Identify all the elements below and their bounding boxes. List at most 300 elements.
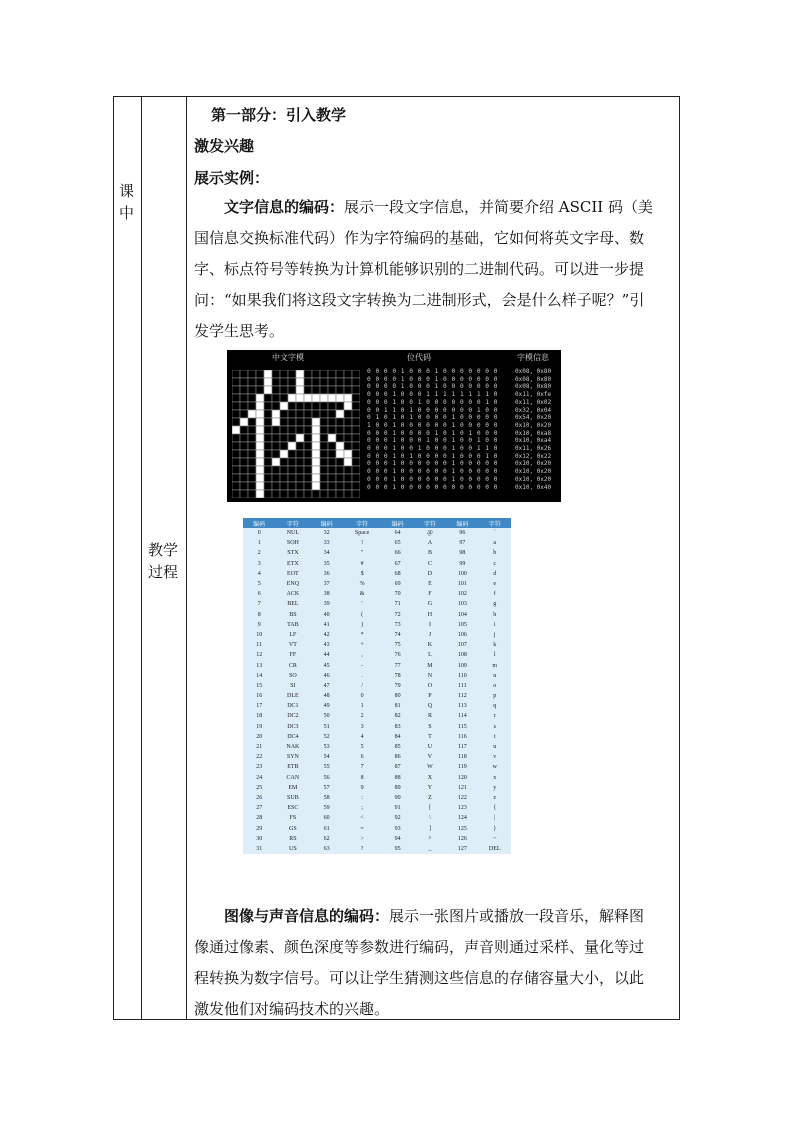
ascii-cell: L: [428, 652, 432, 659]
ascii-cell: ': [361, 601, 363, 608]
ascii-cell: !: [361, 540, 364, 547]
glyph-pixel: [336, 378, 344, 386]
ascii-cell: n: [493, 672, 497, 679]
ascii-cell: 17: [256, 703, 263, 710]
ascii-cell: 12: [256, 652, 263, 659]
ascii-cell: 18: [256, 713, 263, 720]
ascii-cell: 104: [457, 611, 467, 618]
ascii-cell: ,: [361, 652, 363, 659]
ascii-cell: _: [428, 845, 432, 852]
glyph-pixel: [232, 402, 240, 410]
glyph-pixel: [288, 370, 296, 378]
glyph-pixel: [328, 450, 336, 458]
subtitle-examples: 展示实例：: [194, 169, 270, 187]
ascii-cell: 127: [457, 845, 467, 852]
paragraph-line: 字、标点符号等转换为计算机能够识别的二进制代码。可以进一步提: [194, 260, 645, 278]
glyph-pixel: [240, 402, 248, 410]
ascii-cell: h: [493, 611, 497, 618]
glyph-pixel: [328, 410, 336, 418]
glyph-pixel: [280, 474, 288, 482]
glyph-pixel: [344, 410, 352, 418]
bitcode-matrix: 0 0 0 0 1 0 0 0 1 0 0 0 0 0 0 0 0 0 0 0 1 0 0 0 1 0 0 0 0 0 0 0 0 0 0 0 1 0 0 0 1 0 0 0 0 0 0 0 0 0 0 1 0 0 0 1 1 1 1 1 1 1 1 0 0 0 0 1 0 0 1 0 0 0 0 0 0 0 1 0 0 0 1 1 0 1 0 0 0 0 0 0 0 1 0 0 0 1 0 1 0 1 0 0 0 0 1 0 0 0 0 0 1 0 0 1 0 0 0 0 0 0 1 0 0 0 0 0 0 0 0 1 0 0 0 0 1 0 1 0 1 0 0 0 0 0 0 1 0 0 0 1 0 0 1 0 0 1 0 0 0 0 0 1 0 0 1 0 0 0 1 0 0 1 1 0 0 0 0 1 0 1 0 0 0 0 1 0 0 0 1 0 0 0 0 1 0 0 0 0 0 0 1 0 0 0 0 0 0 0 0 1 0 0 0 0 0 0 1 0 0 0 0 0 0 0 0 1 0 0 0 0 0 0 1 0 0 0 0 0 0 0 0 1 0 0 0 0 0 0 0 0 0 0 0 0: [367, 368, 498, 491]
glyph-pixel: [312, 402, 320, 410]
glyph-pixel: [288, 490, 296, 498]
ascii-cell: 47: [323, 682, 330, 689]
ascii-cell: 125: [457, 825, 467, 832]
ascii-cell: EOT: [287, 570, 299, 577]
glyph-pixel: [312, 450, 320, 458]
ascii-cell: x: [493, 774, 497, 781]
glyph-pixel: [240, 490, 248, 498]
ascii-header-cell: 编码: [381, 518, 413, 528]
ascii-cell: 81: [394, 703, 401, 710]
glyph-pixel: [328, 434, 336, 442]
glyph-pixel: [264, 482, 272, 490]
glyph-pixel: [352, 418, 360, 426]
ascii-cell: a: [493, 540, 497, 547]
glyph-pixel: [336, 426, 344, 434]
ascii-cell: 58: [323, 794, 330, 801]
glyph-pixel: [312, 458, 320, 466]
glyph-header: 中文字模: [272, 353, 304, 362]
glyph-pixel: [264, 378, 272, 386]
glyph-pixel: [280, 442, 288, 450]
ascii-row: [243, 559, 511, 569]
glyph-pixel: [320, 442, 328, 450]
glyph-pixel: [352, 482, 360, 490]
glyph-pixel: [328, 402, 336, 410]
text-encoding-paragraph: [194, 192, 680, 347]
glyph-pixel: [240, 474, 248, 482]
ascii-cell: |: [494, 815, 496, 822]
ascii-cell: ;: [361, 805, 363, 812]
glyph-pixel: [344, 490, 352, 498]
glyph-pixel: [352, 378, 360, 386]
ascii-cell: 15: [256, 682, 263, 689]
glyph-pixel: [336, 418, 344, 426]
ascii-cell: 25: [256, 784, 263, 791]
process-label-line-2: 过程: [148, 563, 179, 581]
ascii-cell: N: [427, 672, 433, 679]
glyph-pixel: [352, 458, 360, 466]
glyph-pixel: [336, 370, 344, 378]
ascii-cell: 0: [360, 693, 364, 700]
ascii-cell: 14: [256, 672, 263, 679]
ascii-cell: SYN: [286, 754, 299, 761]
glyph-pixel: [232, 482, 240, 490]
glyph-pixel: [232, 466, 240, 474]
ascii-cell: q: [493, 703, 497, 710]
glyph-pixel: [280, 386, 288, 394]
ascii-cell: 22: [256, 754, 263, 761]
glyph-pixel: [272, 410, 280, 418]
glyph-pixel: [312, 410, 320, 418]
ascii-cell: 64: [394, 530, 401, 537]
glyph-pixel: [344, 482, 352, 490]
ascii-cell: T: [428, 733, 432, 740]
ascii-cell: 101: [457, 581, 467, 588]
glyph-pixel: [240, 410, 248, 418]
ascii-cell: p: [493, 693, 497, 700]
glyph-pixel: [280, 450, 288, 458]
glyph-pixel: [336, 490, 344, 498]
ascii-cell: 61: [323, 825, 330, 832]
ascii-cell: 34: [323, 550, 330, 557]
ascii-cell: [: [428, 805, 431, 812]
ascii-cell: 4: [257, 570, 261, 577]
ascii-cell: 8: [257, 611, 261, 618]
image-sound-heading: 图像与声音信息的编码：: [224, 907, 390, 925]
ascii-row: [243, 823, 511, 833]
ascii-cell: 3: [257, 560, 261, 567]
ascii-row: [243, 752, 511, 762]
ascii-cell: 83: [394, 723, 401, 730]
glyph-pixel: [312, 442, 320, 450]
glyph-pixel: [288, 442, 296, 450]
glyph-pixel: [280, 426, 288, 434]
ascii-cell: 50: [323, 713, 330, 720]
ascii-cell: r: [493, 713, 496, 720]
glyph-pixel: [264, 474, 272, 482]
glyph-pixel: [248, 410, 256, 418]
ascii-cell: Z: [428, 794, 432, 801]
glyph-pixel: [288, 458, 296, 466]
ascii-cell: DC4: [287, 733, 299, 740]
glyph-pixel: [312, 386, 320, 394]
ascii-cell: SO: [289, 672, 297, 679]
ascii-cell: s: [493, 723, 496, 730]
glyph-pixel: [264, 450, 272, 458]
glyph-pixel: [288, 426, 296, 434]
glyph-pixel: [344, 402, 352, 410]
bitcode-header: 位代码: [407, 353, 431, 362]
ascii-cell: 69: [394, 581, 401, 588]
ascii-cell: v: [493, 754, 497, 761]
ascii-cell: 45: [323, 662, 330, 669]
phase-label-char-1: 课: [119, 182, 135, 200]
ascii-cell: DLE: [287, 693, 299, 700]
process-label-line-1: 教学: [148, 541, 179, 559]
glyph-pixel: [304, 442, 312, 450]
glyph-pixel: [232, 378, 240, 386]
ascii-cell: 96: [459, 530, 466, 537]
ascii-cell: 29: [256, 825, 263, 832]
glyph-pixel: [296, 394, 304, 402]
glyph-pixel: [336, 442, 344, 450]
ascii-cell: NUL: [286, 530, 300, 537]
ascii-cell: <: [360, 815, 364, 822]
glyph-pixel: [312, 426, 320, 434]
glyph-pixel: [256, 378, 264, 386]
glyph-pixel: [240, 378, 248, 386]
ascii-cell: 80: [394, 693, 401, 700]
ascii-cell: 89: [394, 784, 401, 791]
ascii-cell: 51: [323, 723, 330, 730]
ascii-cell: 97: [459, 540, 466, 547]
ascii-cell: ETB: [287, 764, 299, 771]
glyph-pixel: [304, 434, 312, 442]
ascii-cell: 56: [323, 774, 330, 781]
glyph-pixel: [272, 386, 280, 394]
glyph-pixel: [272, 450, 280, 458]
ascii-row: [243, 722, 511, 732]
glyph-pixel: [288, 418, 296, 426]
ascii-cell: 39: [323, 601, 330, 608]
ascii-cell: 1: [257, 540, 261, 547]
glyph-pixel: [280, 458, 288, 466]
glyph-pixel: [328, 370, 336, 378]
ascii-row: [243, 630, 511, 640]
phase-label-char-2: 中: [119, 204, 135, 222]
glyph-pixel: [328, 426, 336, 434]
ascii-cell: .: [361, 672, 363, 679]
ascii-cell: 119: [457, 764, 467, 771]
glyph-pixel: [256, 474, 264, 482]
ascii-cell: *: [360, 631, 364, 638]
ascii-cell: 5: [257, 581, 261, 588]
glyph-pixel: [344, 394, 352, 402]
ascii-row: [243, 538, 511, 548]
ascii-cell: 82: [394, 713, 401, 720]
ascii-cell: 55: [323, 764, 330, 771]
ascii-cell: 85: [394, 744, 401, 751]
lesson-table: [113, 96, 680, 1020]
glyph-pixel: [344, 378, 352, 386]
ascii-row: [243, 691, 511, 701]
glyph-pixel: [336, 474, 344, 482]
ascii-cell: 67: [394, 560, 401, 567]
ascii-cell: 49: [323, 703, 330, 710]
glyph-pixel: [272, 426, 280, 434]
ascii-cell: 87: [394, 764, 401, 771]
glyph-pixel: [344, 386, 352, 394]
glyph-pixel: [248, 386, 256, 394]
glyph-pixel: [328, 474, 336, 482]
ascii-row: [243, 548, 511, 558]
glyph-pixel: [328, 394, 336, 402]
ascii-cell: 66: [394, 550, 401, 557]
ascii-cell: \: [429, 815, 431, 822]
ascii-cell: 102: [457, 591, 467, 598]
ascii-cell: 46: [323, 672, 330, 679]
ascii-cell: 90: [394, 794, 401, 801]
ascii-cell: DEL: [488, 845, 501, 852]
ascii-cell: DC1: [287, 703, 299, 710]
glyph-pixel: [296, 474, 304, 482]
ascii-cell: 10: [256, 631, 263, 638]
ascii-row: [243, 599, 511, 609]
ascii-header-cell: 编码: [243, 518, 275, 528]
glyph-pixel: [288, 434, 296, 442]
glyph-pixel: [256, 418, 264, 426]
ascii-cell: 16: [256, 693, 263, 700]
paragraph-line: 国信息交换标准代码）作为字符编码的基础，它如何将英文字母、数: [194, 229, 645, 247]
ascii-cell: 114: [457, 713, 467, 720]
glyph-pixel: [280, 434, 288, 442]
ascii-cell: 33: [323, 540, 330, 547]
glyph-pixel: [280, 410, 288, 418]
glyph-pixel: [272, 378, 280, 386]
glyph-pixel: [248, 426, 256, 434]
glyph-pixel: [328, 482, 336, 490]
ascii-cell: ENQ: [286, 581, 300, 588]
ascii-cell: 120: [457, 774, 467, 781]
glyph-hex-values: 0x08, 0x80 0x08, 0x80 0x08, 0x80 0x11, 0xfe 0x11, 0x02 0x32, 0x04 0x54, 0x20 0x10, 0x20 0x10, 0xa8 0x10, 0xa4 0x11, 0x26 0x12, 0x22 0x10, 0x20 0x10, 0x20 0x10, 0x20 0x10, 0x40: [515, 368, 552, 491]
glyph-pixel: [272, 458, 280, 466]
ascii-cell: 57: [323, 784, 330, 791]
glyph-pixel: [256, 386, 264, 394]
ascii-cell: 36: [323, 570, 330, 577]
ascii-cell: 7: [360, 764, 364, 771]
ascii-cell: 38: [323, 591, 330, 598]
subtitle-interest: 激发兴趣: [194, 137, 255, 155]
glyph-pixel: [320, 418, 328, 426]
glyph-pixel: [272, 466, 280, 474]
glyph-pixel: [280, 418, 288, 426]
glyph-pixel: [280, 402, 288, 410]
ascii-row: [243, 579, 511, 589]
ascii-cell: RS: [289, 835, 297, 842]
ascii-cell: >: [360, 835, 364, 842]
glyph-pixel: [264, 386, 272, 394]
ascii-row: [243, 803, 511, 813]
ascii-cell: e: [493, 581, 497, 588]
glyph-pixel: [288, 450, 296, 458]
ascii-cell: 26: [256, 794, 263, 801]
chinese-glyph-bitmap-figure: [227, 350, 561, 502]
glyph-pixel: [336, 434, 344, 442]
ascii-cell: b: [493, 550, 497, 557]
glyph-pixel: [312, 466, 320, 474]
ascii-cell: GS: [289, 825, 297, 832]
ascii-cell: SOH: [286, 540, 299, 547]
ascii-cell: W: [427, 764, 433, 771]
ascii-cell: DC3: [287, 723, 299, 730]
glyph-pixel: [352, 474, 360, 482]
glyph-pixel: [288, 410, 296, 418]
glyph-pixel: [280, 370, 288, 378]
glyph-pixel: [264, 370, 272, 378]
ascii-cell: d: [493, 570, 497, 577]
glyph-pixel: [280, 378, 288, 386]
ascii-cell: K: [427, 642, 433, 649]
glyph-pixel: [264, 402, 272, 410]
ascii-cell: FS: [289, 815, 297, 822]
glyph-pixel: [336, 386, 344, 394]
ascii-cell: 78: [394, 672, 401, 679]
ascii-cell: %: [359, 581, 365, 588]
ascii-cell: =: [360, 825, 364, 832]
glyph-pixel: [272, 482, 280, 490]
ascii-cell: 44: [323, 652, 330, 659]
ascii-cell: 20: [256, 733, 263, 740]
ascii-cell: t: [493, 733, 496, 740]
ascii-cell: 92: [394, 815, 401, 822]
glyph-pixel: [344, 434, 352, 442]
glyph-pixel: [288, 402, 296, 410]
glyph-pixel: [344, 370, 352, 378]
glyph-pixel: [264, 458, 272, 466]
ascii-cell: US: [289, 845, 297, 852]
paragraph-line: 展示一段文字信息，并简要介绍 ASCII 码（美: [344, 198, 653, 216]
glyph-pixel: [232, 434, 240, 442]
glyph-pixel: [240, 426, 248, 434]
glyph-pixel: [296, 402, 304, 410]
ascii-cell: J: [428, 631, 432, 638]
ascii-cell: 6: [257, 591, 261, 598]
glyph-pixel: [352, 442, 360, 450]
glyph-pixel: [240, 458, 248, 466]
glyph-pixel: [352, 450, 360, 458]
glyph-pixel: [336, 458, 344, 466]
glyph-pixel: [280, 394, 288, 402]
ascii-cell: z: [493, 794, 497, 801]
glyph-pixel: [336, 410, 344, 418]
ascii-header-cell: 编码: [446, 518, 478, 528]
glyph-pixel: [256, 482, 264, 490]
ascii-cell: 77: [394, 662, 401, 669]
glyph-pixel: [304, 418, 312, 426]
glyph-pixel: [352, 490, 360, 498]
ascii-header-cell: 字符: [343, 518, 382, 528]
ascii-cell: 52: [323, 733, 330, 740]
ascii-cell: 122: [457, 794, 467, 801]
ascii-cell: l: [493, 652, 496, 659]
glyph-pixel: [352, 426, 360, 434]
ascii-cell: 79: [394, 682, 401, 689]
ascii-row: [243, 762, 511, 772]
glyph-pixel: [304, 482, 312, 490]
glyph-pixel: [256, 434, 264, 442]
ascii-cell: A: [427, 540, 433, 547]
ascii-cell: E: [428, 581, 432, 588]
glyph-info-header: 字模信息: [517, 353, 549, 362]
glyph-pixel: [320, 450, 328, 458]
glyph-pixel: [328, 418, 336, 426]
ascii-cell: 3: [360, 723, 364, 730]
ascii-cell: 118: [457, 754, 467, 761]
ascii-cell: Q: [427, 703, 433, 710]
ascii-cell: 2: [257, 550, 261, 557]
ascii-cell: D: [427, 570, 433, 577]
glyph-pixel: [320, 394, 328, 402]
glyph-pixel: [296, 434, 304, 442]
ascii-cell: DC2: [287, 713, 299, 720]
glyph-pixel: [240, 482, 248, 490]
ascii-cell: y: [493, 784, 497, 791]
ascii-row: [243, 742, 511, 752]
ascii-cell: i: [493, 621, 496, 628]
glyph-pixel: [352, 370, 360, 378]
ascii-cell: 30: [256, 835, 263, 842]
glyph-pixel: [336, 402, 344, 410]
ascii-cell: c: [493, 560, 497, 567]
glyph-pixel: [312, 378, 320, 386]
glyph-pixel: [304, 394, 312, 402]
ascii-cell: H: [427, 611, 433, 618]
glyph-pixel: [352, 402, 360, 410]
glyph-pixel: [248, 450, 256, 458]
glyph-pixel: [320, 410, 328, 418]
glyph-pixel: [264, 418, 272, 426]
ascii-cell: 88: [394, 774, 401, 781]
ascii-cell: I: [428, 621, 431, 628]
ascii-cell: ESC: [287, 805, 299, 812]
ascii-cell: Space: [354, 530, 370, 537]
ascii-cell: 107: [457, 642, 467, 649]
ascii-cell: 63: [323, 845, 330, 852]
ascii-cell: 54: [323, 754, 330, 761]
